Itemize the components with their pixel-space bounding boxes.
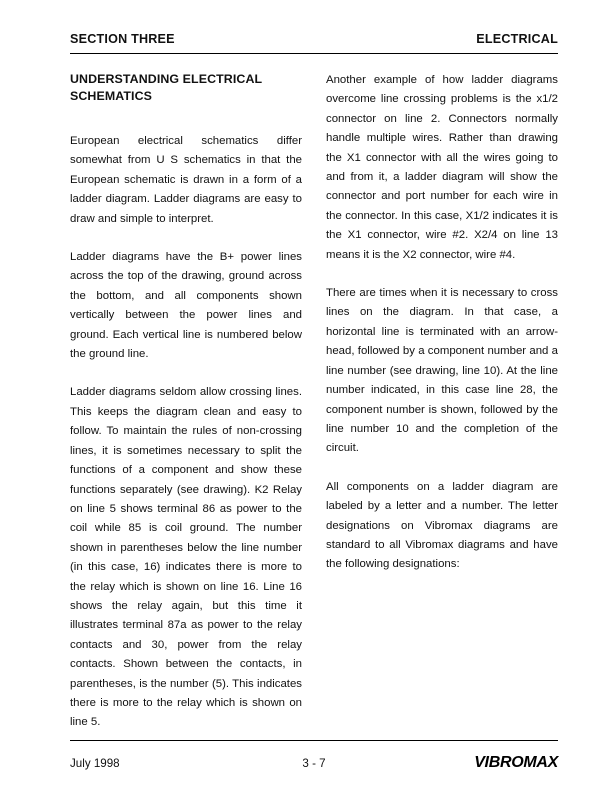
header-chapter-title: ELECTRICAL bbox=[476, 32, 558, 46]
body-columns bbox=[70, 71, 558, 752]
page-footer bbox=[70, 740, 558, 772]
footer-page-number: 3 - 7 bbox=[302, 756, 326, 770]
body-paragraph: Ladder diagrams have the B+ power lines across the top of the drawing, ground across the bottom, and all components shown vertically between the power lines and ground. Each vertical line is numbered below the ground line. bbox=[70, 251, 302, 361]
footer-row bbox=[70, 754, 558, 772]
header-divider bbox=[70, 53, 558, 54]
body-paragraph: European electrical schematics differ somewhat from U S schematics in that the European schematic is drawn in a form of a ladder diagram. Ladder diagrams are easy to draw and simple to interpret. bbox=[70, 135, 302, 225]
header-section-title: SECTION THREE bbox=[70, 32, 175, 46]
footer-divider bbox=[70, 740, 558, 741]
vibromax-logo-text: VIBROMAX bbox=[474, 754, 559, 771]
vibromax-logo bbox=[395, 754, 558, 772]
right-column bbox=[326, 71, 558, 752]
section-heading: UNDERSTANDING ELECTRICAL SCHEMATICS bbox=[70, 72, 262, 103]
page-header bbox=[70, 32, 558, 46]
body-paragraph: There are times when it is necessary to cross lines on the diagram. In that case, a horizontal line is terminated with an arrow-head, followed by a component number and a line number (see drawing, line 10). At the line number indicated, in this case line 28, the component number is shown, followed by the line number 10 and the completion of the circuit. bbox=[326, 287, 558, 455]
body-paragraph: All components on a ladder diagram are labeled by a letter and a number. The letter designations on Vibromax diagrams are standard to all Vibromax diagrams and have the following designations: bbox=[326, 480, 558, 571]
body-paragraph: Ladder diagrams seldom allow crossing lines. This keeps the diagram clean and easy to follow. To maintain the rules of non-crossing lines, it is sometimes necessary to split the functions of a component and show these functions separately (see drawing). K2 Relay on line 5 shows terminal 86 as power to the coil while 85 is coil ground. The number shown in parentheses below the line number (in this case, 16) indicates there is more to the relay which is shown on line 16. Line 16 shows the relay again, but this time it illustrates terminal 87a as power to the relay contacts and 30, power from the relay contacts. Shown between the contacts, in parentheses, is the number (5). This indicates there is more to the relay which is shown on line 5. bbox=[70, 386, 302, 729]
left-column bbox=[70, 71, 302, 752]
footer-date: July 1998 bbox=[70, 756, 120, 770]
body-paragraph: Another example of how ladder diagrams overcome line crossing problems is the x1/2 connector on line 2. Connectors normally handle multiple wires. Rather than drawing the X1 connector with all the wires going to and from it, a ladder diagram will show the connector and port number for each wire in the connector. In this case, X1/2 indicates it is the X1 connector, wire #2. X2/4 on line 13 means it is the X2 connector, wire #4. bbox=[326, 74, 558, 261]
